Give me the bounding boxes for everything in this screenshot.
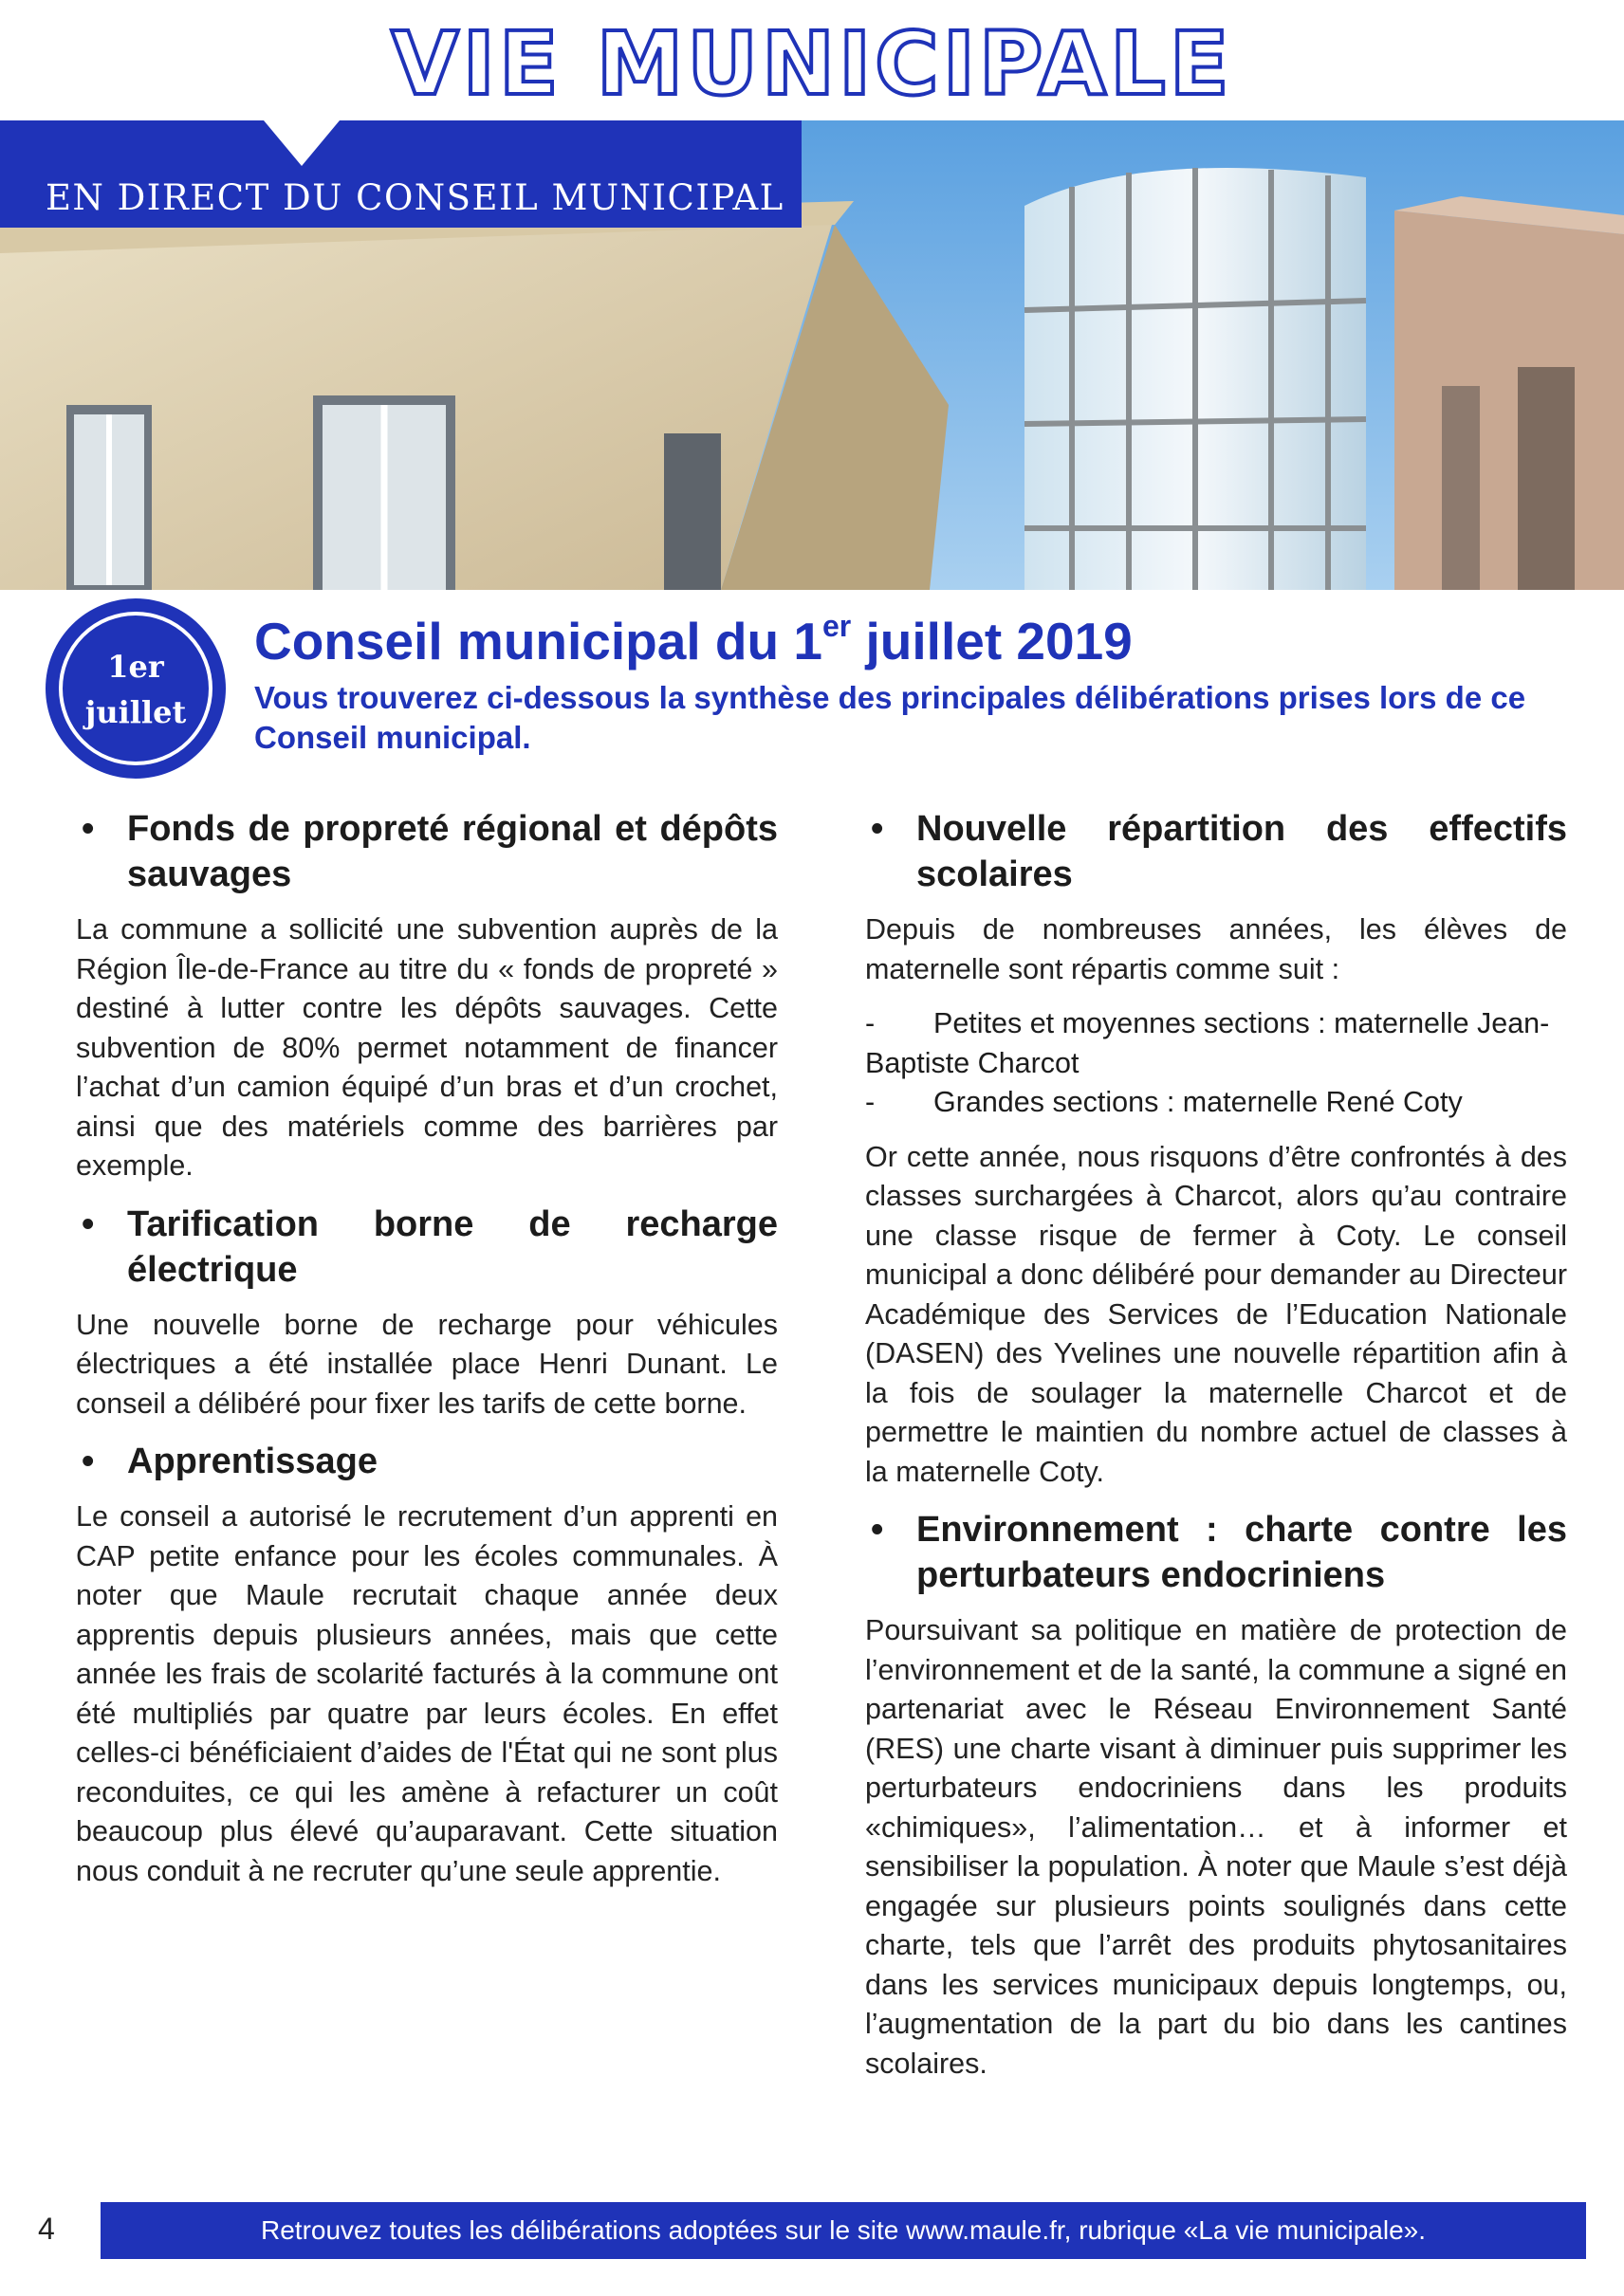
bullet: • xyxy=(871,1510,884,1550)
bullet: • xyxy=(82,1203,95,1244)
footer-banner: Retrouvez toutes les délibérations adoptées sur le site www.maule.fr, rubrique «La vie municipale». xyxy=(101,2202,1586,2259)
date-badge-text xyxy=(46,644,226,735)
bullet: • xyxy=(871,809,884,849)
title-rest: juillet 2019 xyxy=(851,612,1133,670)
date-badge-month: juillet xyxy=(84,694,187,730)
section-heading: • Tarification borne de recharge électrique xyxy=(76,1202,778,1293)
section-label: EN DIRECT DU CONSEIL MUNICIPAL xyxy=(46,177,784,218)
section-body: Or cette année, nous risquons d’être confrontés à des classes surchargées à Charcot, alors qu’au contraire une classe risque de fermer à Coty. Le conseil municipal a donc délibéré pour demander au Directeur Académique des Services de l’Education Nationale (DASEN) des Yvelines une nouvelle répartition afin à la fois de soulager la maternelle Charcot et de permettre le maintien du nombre actuel de classes à la maternelle Coty. xyxy=(865,1140,1567,1488)
date-badge-day: 1er xyxy=(107,649,164,685)
section-body: La commune a sollicité une subvention auprès de la Région Île-de-France au titre du « fonds de propreté » destiné à lutter contre les dépôts sauvages. Cette subvention de 80% permet notamment de financer l’achat d’un camion équipé d’un bras et d’un crochet, ainsi que des matériels comme des barrières par exemple. xyxy=(76,913,778,1182)
bullet: • xyxy=(82,809,95,849)
section-body: Poursuivant sa politique en matière de protection de l’environnement et de la santé, la commune a signé en partenariat avec le Réseau Environnement Santé (RES) une charte visant à diminuer puis supprimer les perturbateurs endocriniens dans les produits «chimiques», l’alimentation… et à informer et sensibiliser la population. À noter que Maule s’est déjà engagée sur plusieurs points soulignés dans cette charte, tels que l’arrêt des produits phytosanitaires dans les services municipaux depuis longtemps, ou, l’augmentation de la part du bio dans les cantines scolaires. xyxy=(865,1614,1567,2080)
section-body: Le conseil a autorisé le recrutement d’un apprenti en CAP petite enfance pour les écoles communales. À noter que Maule recrutait chaque année deux apprentis depuis plusieurs années, mais que cette année les frais de scolarité facturés à la commune ont été multipliés par quatre par leurs écoles. En effet celles-ci bénéficiaient d’aides de l'État qui ne sont plus reconduites, ce qui les amène à refacturer un coût beaucoup plus élevé qu’auparavant. Cette situation nous conduit à ne recruter qu’une seule apprentie. xyxy=(76,1500,778,1887)
list-item: - Grandes sections : maternelle René Coty xyxy=(865,1083,1567,1123)
section-heading: • Fonds de propreté régional et dépôts sauvages xyxy=(76,806,778,897)
page-number: 4 xyxy=(38,2212,55,2246)
masthead-title: VIE MUNICIPALE xyxy=(391,13,1233,115)
section-intro: Depuis de nombreuses années, les élèves de maternelle sont répartis comme suit : xyxy=(865,913,1567,985)
article-title xyxy=(254,611,1133,671)
date-badge xyxy=(46,598,226,779)
article-subtitle: Vous trouverez ci-dessous la synthèse des principales délibérations prises lors de ce Conseil municipal. xyxy=(254,680,1526,755)
section-banner xyxy=(0,120,802,228)
banner-notch xyxy=(264,120,340,166)
title-main: Conseil municipal du 1 xyxy=(254,612,822,670)
section-heading: • Nouvelle répartition des effectifs scolaires xyxy=(865,806,1567,897)
title-sup: er xyxy=(821,609,852,643)
left-column xyxy=(76,806,778,1906)
section-heading: • Environnement : charte contre les perturbateurs endocriniens xyxy=(865,1507,1567,1598)
right-column xyxy=(865,806,1567,2099)
dash: - xyxy=(865,1007,876,1039)
section-heading: • Apprentissage xyxy=(76,1439,778,1484)
list-item: - Petites et moyennes sections : maternelle Jean-Baptiste Charcot xyxy=(865,1004,1567,1083)
bullet: • xyxy=(82,1442,95,1481)
section-body: Une nouvelle borne de recharge pour véhicules électriques a été installée place Henri Dunant. Le conseil a délibéré pour fixer les tarifs de cette borne. xyxy=(76,1308,778,1420)
dash: - xyxy=(865,1086,876,1118)
